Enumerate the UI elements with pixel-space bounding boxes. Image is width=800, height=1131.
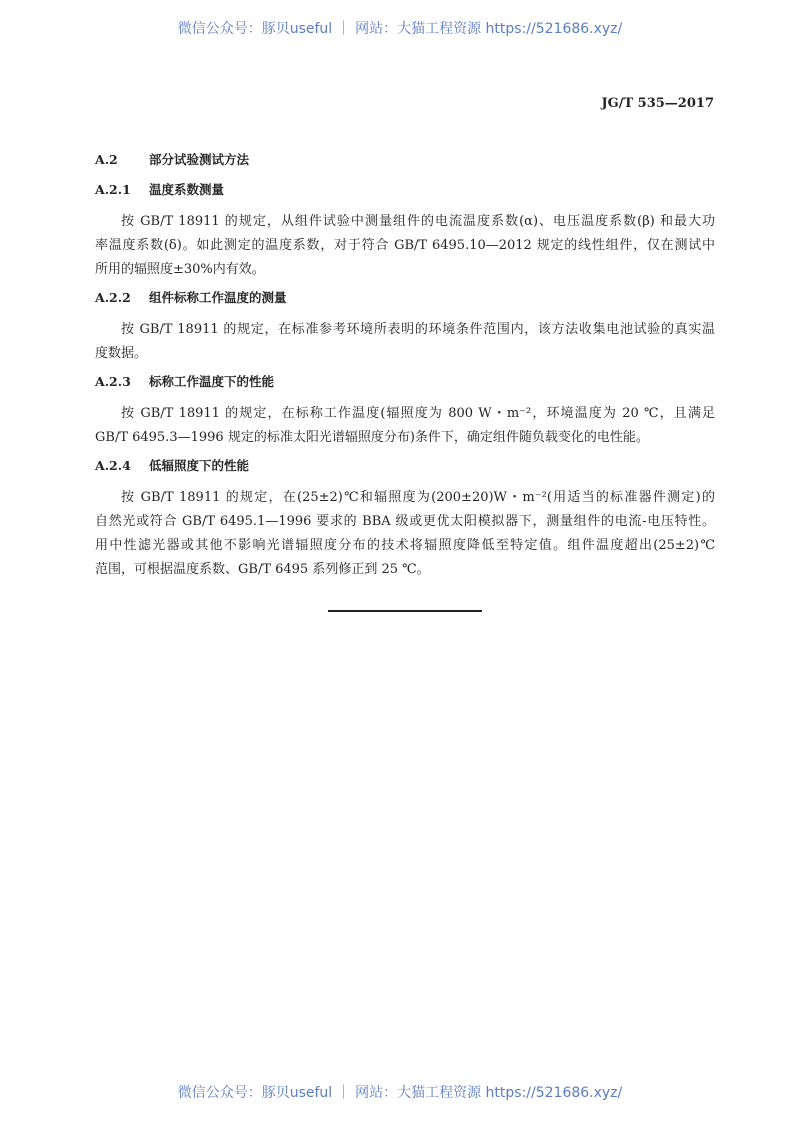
paragraph (95, 210, 715, 282)
text-line: 按 GB/T 18911 的规定，从组件试验中测量组件的电流温度系数(α)、电压温度系数(β) 和最大功 (121, 214, 715, 229)
section-heading (95, 150, 715, 170)
section-number: A.2.1 (95, 182, 131, 197)
section-heading (95, 456, 715, 476)
standard-code: JG/T 535—2017 (601, 96, 714, 111)
text-line: 率温度系数(δ)。如此测定的温度系数，对于符合 GB/T 6495.10—2012 规定的线性组件，仅在测试中 (95, 238, 715, 253)
text-line: 范围，可根据温度系数、GB/T 6495 系列修正到 25 ℃。 (95, 562, 430, 577)
section-title: 组件标称工作温度的测量 (149, 290, 287, 305)
section-heading (95, 180, 715, 200)
section-heading (95, 288, 715, 308)
section-heading (95, 372, 715, 392)
text-line: 度数据。 (95, 346, 148, 361)
end-rule (328, 610, 482, 612)
section-number: A.2.3 (95, 374, 131, 389)
text-line: 按 GB/T 18911 的规定，在(25±2)℃和辐照度为(200±20)W・m⁻²(用适当的标准器件测定)的 (121, 490, 715, 505)
section-title: 标称工作温度下的性能 (149, 374, 275, 389)
section-title: 温度系数测量 (149, 182, 225, 197)
paragraph (95, 486, 715, 582)
text-line: 按 GB/T 18911 的规定，在标称工作温度(辐照度为 800 W・m⁻²，环境温度为 20 ℃，且满足 (121, 406, 715, 421)
text-line: 自然光或符合 GB/T 6495.1—1996 要求的 BBA 级或更优太阳模拟器下，测量组件的电流-电压特性。 (95, 514, 715, 529)
paragraph (95, 318, 715, 366)
text-line: 所用的辐照度±30%内有效。 (95, 262, 265, 277)
text-line: 按 GB/T 18911 的规定，在标准参考环境所表明的环境条件范围内，该方法收集电池试验的真实温 (121, 322, 715, 337)
section-number: A.2.2 (95, 290, 131, 305)
section-title: 低辐照度下的性能 (149, 458, 250, 473)
watermark-header: 微信公众号：豚贝useful ｜ 网站：大猫工程资源 https://521686.xyz/ (177, 21, 623, 37)
section-title: 部分试验测试方法 (149, 152, 250, 167)
text-line: GB/T 6495.3—1996 规定的标准太阳光谱辐照度分布)条件下，确定组件随负载变化的电性能。 (95, 430, 649, 445)
section-number: A.2.4 (95, 458, 131, 473)
watermark-footer: 微信公众号：豚贝useful ｜ 网站：大猫工程资源 https://521686.xyz/ (177, 1085, 623, 1101)
section-number: A.2 (95, 152, 118, 167)
paragraph (95, 402, 715, 450)
text-line: 用中性滤光器或其他不影响光谱辐照度分布的技术将辐照度降低至特定值。组件温度超出(25±2)℃ (95, 538, 715, 553)
document-body (95, 150, 715, 588)
